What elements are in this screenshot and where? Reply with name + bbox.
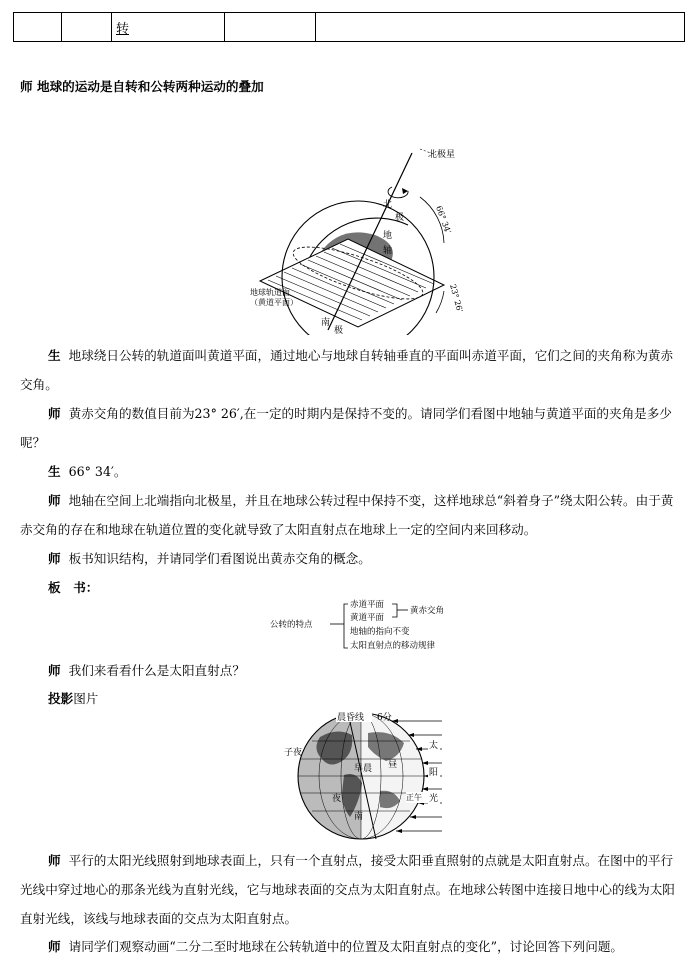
projection-bold: 投影: [48, 691, 74, 706]
north-pole-char-2: 极: [395, 213, 405, 223]
day-label: 昼: [388, 760, 398, 770]
direct-sunlight-globe-figure: [282, 709, 447, 844]
paragraph-text: 板书知识结构，并请同学们看图说出黄赤交角的概念。: [68, 551, 371, 566]
diagram-item: 地轴的指向不变: [350, 627, 410, 637]
paragraph-text: 黄赤交角的数值目前为23° 26′,在一定的时期内是保持不变的。请同学们看图中地轴与黄道平面的夹角是多少呢？: [20, 406, 672, 450]
polaris-label: 北极星: [428, 150, 456, 160]
table-cell: [316, 13, 685, 42]
dialogue-paragraph: [20, 846, 680, 933]
speaker-label: 师: [48, 551, 61, 566]
speaker-label: 师: [48, 853, 61, 868]
knowledge-structure-diagram: [270, 598, 460, 656]
projection-rest: 图片: [73, 691, 99, 706]
board-label: 板 书：: [48, 580, 99, 595]
speaker-label: 师: [20, 79, 33, 94]
table-cell: [14, 13, 62, 42]
section-heading: [20, 72, 680, 101]
axis-char-1: 地: [383, 231, 393, 241]
table-cell: [62, 13, 112, 42]
dialogue-paragraph: [20, 544, 680, 573]
diagram-root: 公转的特点: [270, 620, 313, 630]
speaker-label: 生: [48, 464, 61, 479]
earth-axis-figure: [240, 135, 465, 335]
speaker-label: 师: [48, 493, 61, 508]
sun-char-1: 太: [429, 741, 439, 751]
night-label: 夜: [332, 794, 342, 804]
dusk-line-label: 晨昏线: [337, 713, 365, 723]
axis-char-2: 轴: [383, 246, 393, 256]
diagram-item: 赤道平面: [350, 600, 385, 610]
diagram-side-label: 黄赤交角: [410, 606, 445, 616]
paragraph-text: 平行的太阳光线照射到地球表面上，只有一个直射点，接受太阳垂直照射的点就是太阳直射点。在图中的平行光线中穿过地心的那条光线为直射光线，它与地球表面的交点为太阳直射点。在地球公转图中连接日地中心的线为太阳直射光线，该线与地球表面的交点为太阳直射点。: [20, 853, 675, 926]
dialogue-paragraph: [20, 457, 680, 486]
noon-label: 正午: [406, 793, 422, 802]
paragraph-text: 地轴在空间上北端指向北极星，并且在地球公转过程中保持不变，这样地球总“斜着身子”绕太阳公转。由于黄赤交角的存在和地球在轨道位置的变化就导致了太阳直射点在地球上一定的空间内来回移动。: [20, 493, 674, 537]
speaker-label: 师: [48, 663, 61, 678]
midnight-label: 子夜: [284, 748, 303, 758]
six-minute-label: 6分: [377, 713, 392, 723]
speaker-label: 师: [48, 939, 61, 954]
dialogue-paragraph: [20, 399, 680, 457]
table-fragment: [13, 12, 685, 42]
south-pole-char-2: 极: [334, 326, 344, 335]
table-cell: [225, 13, 316, 42]
diagram-item: 太阳直射点的移动规律: [350, 641, 436, 651]
north-pole-char-1: 北: [383, 200, 393, 210]
paragraph-text: 地球绕日公转的轨道面叫黄道平面，通过地心与地球自转轴垂直的平面叫赤道平面，它们之间的夹角称为黄赤交角。: [20, 348, 674, 392]
speaker-label: 师: [48, 406, 61, 421]
sun-char-2: 阳: [429, 768, 439, 778]
ecliptic-plane-label-1: 地球轨道面: [250, 288, 290, 297]
angle-66-label: 66° 34′: [434, 204, 453, 235]
morning-label: 早晨: [354, 764, 373, 774]
diagram-item: 黄道平面: [350, 613, 385, 623]
dialogue-paragraph: [20, 932, 680, 961]
dialogue-paragraph: [20, 486, 680, 544]
heading-text: 地球的运动是自转和公转两种运动的叠加: [36, 79, 264, 94]
dialogue-paragraph: [20, 341, 680, 399]
table-cell: [112, 13, 225, 42]
sun-char-3: 光: [429, 794, 439, 804]
angle-23-label: 23° 26′: [448, 283, 465, 314]
paragraph-text: 我们来看看什么是太阳直射点？: [68, 663, 245, 678]
south-label: 南: [354, 812, 364, 822]
speaker-label: 生: [48, 348, 61, 363]
table-cell-text: 转: [116, 21, 130, 37]
ecliptic-plane-label-2: （黄道平面）: [250, 298, 298, 307]
south-pole-char-1: 南: [321, 318, 331, 328]
paragraph-text: 请同学们观察动画“二分二至时地球在公转轨道中的位置及太阳直射点的变化”，讨论回答下列问题。: [68, 939, 624, 954]
table-row: [14, 13, 685, 42]
paragraph-text: 66° 34′。: [68, 464, 127, 479]
dialogue-paragraph: [20, 656, 680, 685]
